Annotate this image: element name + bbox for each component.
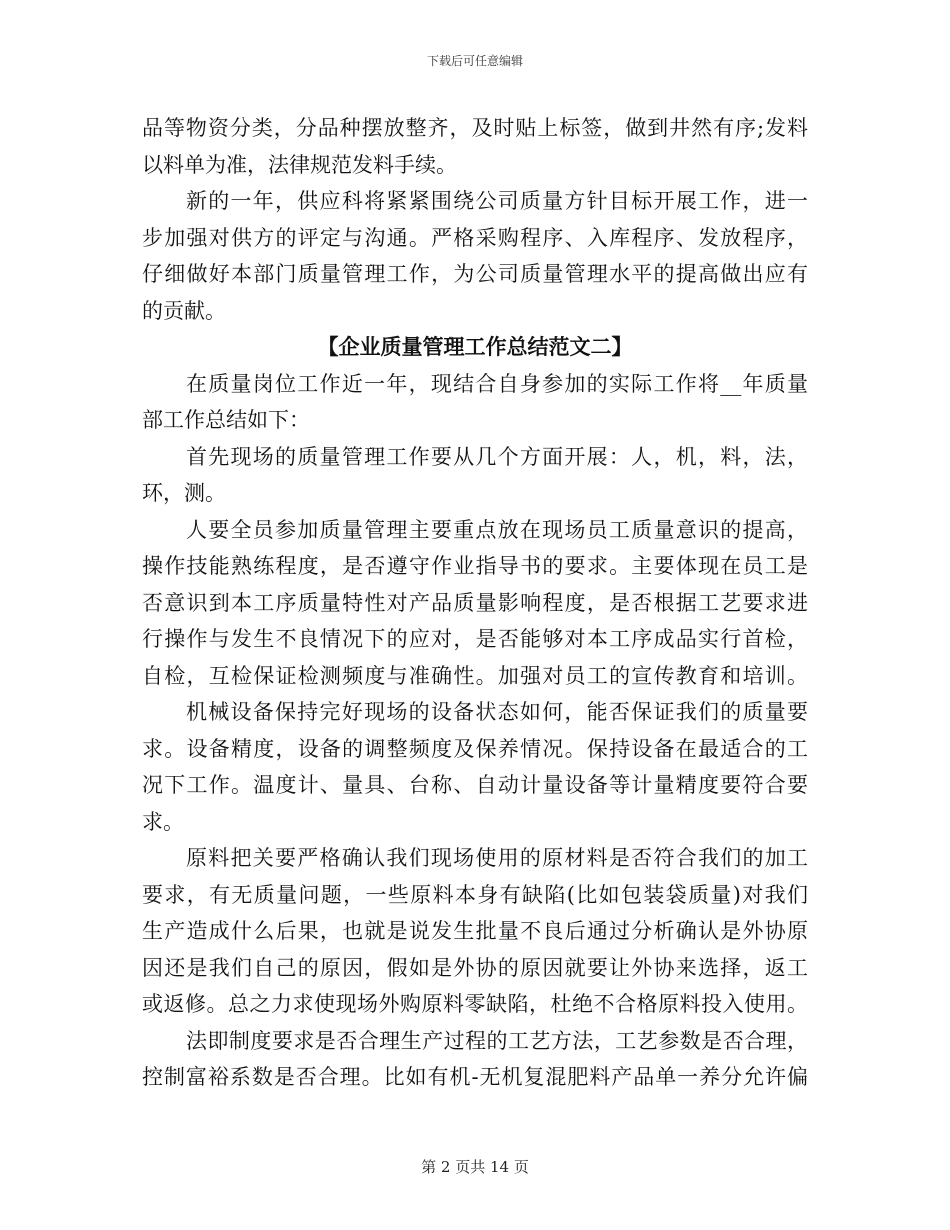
text-line: 自检，互检保证检测频度与准确性。加强对员工的宣传教育和培训。 (142, 663, 808, 688)
text-line: 因还是我们自己的原因，假如是外协的原因就要让外协来选择，返工 (142, 955, 808, 980)
text-line: 操作技能熟练程度，是否遵守作业指导书的要求。主要体现在员工是 (142, 554, 808, 578)
text-line: 步加强对供方的评定与沟通。严格采购程序、入库程序、发放程序， (142, 225, 808, 250)
page-footer: 第 2 页共 14 页 (421, 1158, 529, 1176)
text-line: 人要全员参加质量管理主要重点放在现场员工质量意识的提高， (186, 517, 808, 542)
text-line: 原料把关要严格确认我们现场使用的原材料是否符合我们的加工 (186, 846, 808, 870)
text-line: 求。设备精度，设备的调整频度及保养情况。保持设备在最适合的工 (142, 736, 808, 761)
text-line: 新的一年，供应科将紧紧围绕公司质量方针目标开展工作，进一 (186, 189, 808, 213)
text-line: 部工作总结如下： (142, 408, 310, 432)
text-line: 以料单为准，法律规范发料手续。 (142, 152, 457, 177)
text-line: 求。 (142, 809, 184, 834)
text-line: 法即制度要求是否合理生产过程的工艺方法，工艺参数是否合理， (186, 1028, 808, 1053)
page-header: 下载后可任意编辑 (426, 54, 523, 68)
text-line: 行操作与发生不良情况下的应对，是否能够对本工序成品实行首检， (142, 627, 808, 651)
text-line: 控制富裕系数是否合理。比如有机-无机复混肥料产品单一养分允许偏 (142, 1065, 808, 1089)
text-line: 或返修。总之力求使现场外购原料零缺陷，杜绝不合格原料投入使用。 (142, 992, 808, 1016)
text-line: 生产造成什么后果，也就是说发生批量不良后通过分析确认是外协原 (142, 919, 808, 943)
section-heading: 【企业质量管理工作总结范文二】 (317, 335, 633, 359)
text-line: 机械设备保持完好现场的设备状态如何，能否保证我们的质量要 (186, 700, 808, 724)
text-line: 否意识到本工序质量特性对产品质量影响程度，是否根据工艺要求进 (142, 590, 808, 615)
document-body (142, 110, 808, 1096)
text-line: 环，测。 (142, 481, 226, 505)
text-line: 要求，有无质量问题，一些原料本身有缺陷(比如包装袋质量)对我们 (142, 882, 808, 907)
text-line: 品等物资分类，分品种摆放整齐，及时贴上标签，做到井然有序;发料 (142, 116, 808, 140)
text-line: 的贡献。 (142, 298, 226, 323)
text-line: 况下工作。温度计、量具、台称、自动计量设备等计量精度要符合要 (142, 773, 808, 797)
text-line: 首先现场的质量管理工作要从几个方面开展：人，机，料，法， (186, 444, 808, 469)
text-line: 在质量岗位工作近一年，现结合自身参加的实际工作将__年质量 (186, 371, 808, 396)
text-line: 仔细做好本部门质量管理工作，为公司质量管理水平的提高做出应有 (142, 262, 808, 286)
